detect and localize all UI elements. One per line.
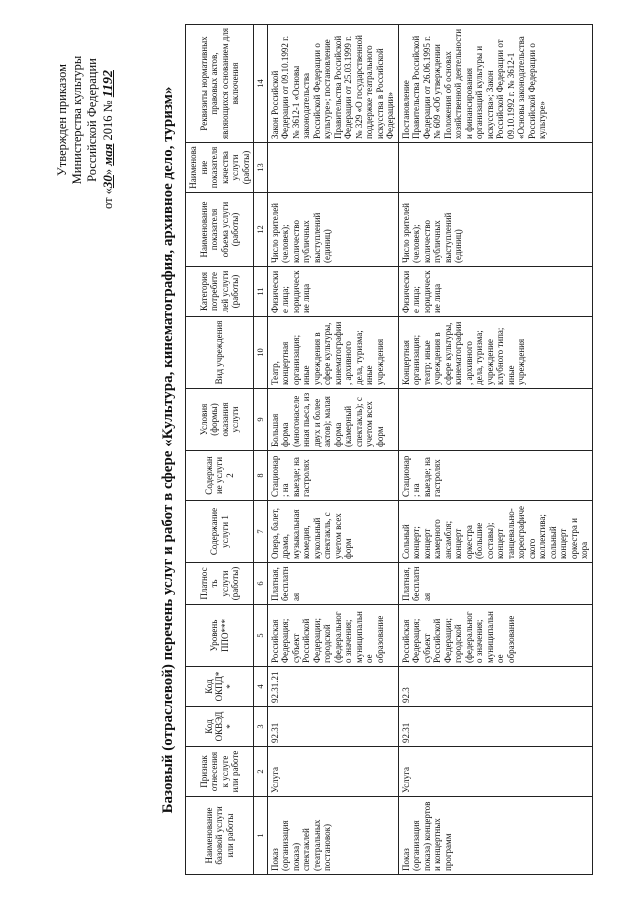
service-content-2: Стационар; на выезде; на гастролях xyxy=(267,451,398,501)
column-number: 9 xyxy=(254,389,268,451)
institution-type: Концертная организация; театр; иные учреждения в сфере культуры, кинематографии, архивного дела, туризма; учреждение клубного типа; иные учреждения xyxy=(398,317,592,389)
date-year: 2016 № xyxy=(101,100,115,141)
approval-line-3: Российской Федерации xyxy=(85,58,99,182)
column-header: Содержание услуги 1 xyxy=(186,501,254,563)
volume-indicator: Число зрителей (человек); количество публичных выступлений (единиц) xyxy=(398,193,592,267)
column-number: 11 xyxy=(254,267,268,317)
institution-type: Театр, концертная организация; иные учреждения в сфере культуры, кинематографии, архивного дела, туризма; иные учреждения xyxy=(267,317,398,389)
column-number: 10 xyxy=(254,317,268,389)
column-number: 4 xyxy=(254,667,268,707)
header-row xyxy=(186,25,254,875)
column-header: Категория потребителей услуги (работы) xyxy=(186,267,254,317)
ppo-level: Российская Федерация; субъект Российской Федерации; городской (федерального значения; муниципальное образование xyxy=(398,605,592,667)
table-row xyxy=(267,25,398,875)
payment-type: Платная, бесплатная xyxy=(398,563,592,605)
column-header: Наименование показателя объема услуги (работы) xyxy=(186,193,254,267)
column-header: Код ОКВЭД* xyxy=(186,707,254,747)
approval-line-2: Министерства культуры xyxy=(70,55,84,185)
column-header: Уровень ППО*** xyxy=(186,605,254,667)
column-header: Платность услуги (работы) xyxy=(186,563,254,605)
service-conditions xyxy=(398,389,592,451)
column-number: 7 xyxy=(254,501,268,563)
legal-basis: Закон Российской Федерации от 09.10.1992 г. № 3612-1 «Основы законодательства Российской Федерации о культуре»; постановление Правительства Российской Федерации от 25.03.1999 г. № 329 «О государственной поддержке театрального искусства в Российской Федерации» xyxy=(267,25,398,143)
column-number: 13 xyxy=(254,143,268,193)
service-name: Показ (организация показа) концертов и концертных программ xyxy=(398,797,592,875)
column-number: 6 xyxy=(254,563,268,605)
payment-type: Платная, бесплатная xyxy=(267,563,398,605)
volume-indicator: Число зрителей (человек); количество публичных выступлений (единиц) xyxy=(267,193,398,267)
column-number: 8 xyxy=(254,451,268,501)
service-conditions: Большая форма (многонаселенная пьеса, из двух и более актов); малая форма (камерный спектакль); с учетом всех форм xyxy=(267,389,398,451)
service-name: Показ (организация показа) спектаклей (театральных постановок) xyxy=(267,797,398,875)
okved-code: 92.31 xyxy=(267,707,398,747)
service-content-1: Сольный концерт; концерт камерного ансамбля; концерт оркестра (большие составы); концерт танцевально-хореографического коллектива; сольный концерт оркестра и хора xyxy=(398,501,592,563)
service-content-2: Стационар; на выезде; на гастролях xyxy=(398,451,592,501)
date-number: 1192 xyxy=(101,70,116,98)
column-number: 14 xyxy=(254,25,268,143)
date-mid: » xyxy=(101,168,115,176)
column-header: Реквизиты нормативных правовых актов, являющихся основанием для включения xyxy=(186,25,254,143)
approval-date xyxy=(100,25,116,215)
table-row xyxy=(398,25,592,875)
quality-indicator xyxy=(267,143,398,193)
column-header: Вид учреждения xyxy=(186,317,254,389)
okved-code: 92.31 xyxy=(398,707,592,747)
legal-basis: Постановление Правительства Российской Федерации от 26.06.1995 г. № 609 «Об утверждении Положения об основах хозяйственной деятельности и финансирования организаций культуры и искусства»; Закон Российской Федерации от 09.10.1992 г. № 3612-1 «Основы законодательства Российской Федерации о культуре» xyxy=(398,25,592,143)
column-number-row xyxy=(254,25,268,875)
column-number: 5 xyxy=(254,605,268,667)
quality-indicator xyxy=(398,143,592,193)
consumer-category: Физические лица; юридические лица xyxy=(398,267,592,317)
date-month: мая xyxy=(100,143,115,166)
ppo-level: Российская Федерация; субъект Российской Федерации; городской (федерального значения; муниципальное образование xyxy=(267,605,398,667)
approval-line-1: Утвержден приказом xyxy=(55,63,69,177)
column-header: Содержание услуги 2 xyxy=(186,451,254,501)
service-attribute: Услуга xyxy=(267,747,398,797)
okpd-code: 92.3 xyxy=(398,667,592,707)
column-header: Наименование базовой услуги или работы xyxy=(186,797,254,875)
date-day: 30 xyxy=(100,175,115,189)
column-header: Условия (формы) оказания услуги xyxy=(186,389,254,451)
column-number: 1 xyxy=(254,797,268,875)
okpd-code: 92.31.21 xyxy=(267,667,398,707)
service-content-1: Опера, балет, драма, музыкальная комедия, кукольный спектакль, с учетом всех форм xyxy=(267,501,398,563)
column-header: Код ОКПД** xyxy=(186,667,254,707)
column-header: Наименование показателя качества услуги (работы) xyxy=(186,143,254,193)
column-header: Признак отнесения к услуге или работе xyxy=(186,747,254,797)
column-number: 2 xyxy=(254,747,268,797)
consumer-category: Физические лица; юридические лица xyxy=(267,267,398,317)
services-table xyxy=(185,24,593,875)
date-prefix: от « xyxy=(101,188,115,209)
service-attribute: Услуга xyxy=(398,747,592,797)
column-number: 12 xyxy=(254,193,268,267)
approval-block xyxy=(55,25,116,215)
document-title: Базовый (отраслевой) перечень услуг и работ в сфере «Культура, кинематография, архивное дело, туризм» xyxy=(160,86,176,814)
column-number: 3 xyxy=(254,707,268,747)
